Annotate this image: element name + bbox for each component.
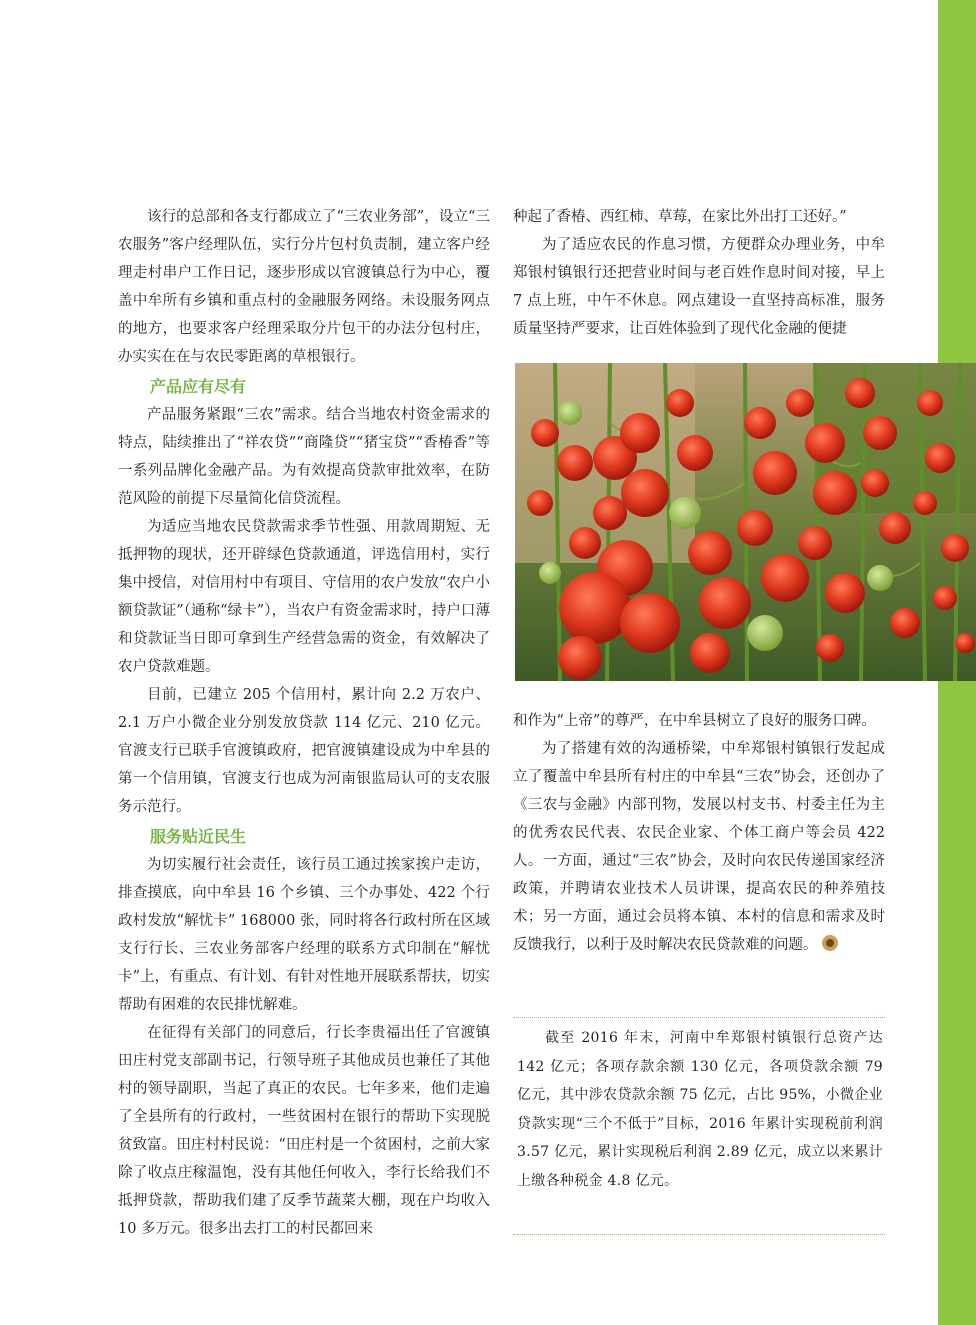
paragraph: 为适应当地农民贷款需求季节性强、用款周期短、无抵押物的现状，还开辟绿色贷款通道，评选信用村，实行集中授信，对信用村中有项目、守信用的农户发放“农户小额贷款证”（通称“绿卡”），当农户有资金需求时，持户口薄和贷款证当日即可拿到生产经营急需的资金，有效解决了农户贷款难题。	[118, 519, 490, 675]
left-column	[118, 203, 490, 1243]
tomato-photo	[515, 363, 976, 681]
paragraph-continuation: 和作为“上帝”的尊严，在中牟县树立了良好的服务口碑。	[513, 713, 876, 729]
paragraph: 该行的总部和各支行都成立了“三农业务部”，设立“三农服务”客户经理队伍，实行分片包村负责制，建立客户经理走村串户工作日记，逐步形成以官渡镇总行为中心，覆盖中牟所有乡镇和重点村的金融服务网络。未设服务网点的地方，也要求客户经理采取分片包干的办法分包村庄，办实实在在与农民零距离的草根银行。	[118, 209, 490, 365]
paragraph: 为切实履行社会责任，该行员工通过挨家挨户走访，排查摸底，向中牟县 16 个乡镇、三个办事处、422 个行政村发放“解忧卡” 168000 张，同时将各行政村所在区域支行行长、三农业务部客户经理的联系方式印制在“解忧卡”上，有重点、有计划、有针对性地开展联系帮扶，切实帮助有困难的农民排忧解难。	[118, 857, 490, 1013]
paragraph-text: 为了搭建有效的沟通桥梁，中牟郑银村镇银行发起成立了覆盖中牟县所有村庄的中牟县“三农”协会，还创办了《三农与金融》内部刊物，发展以村支书、村委主任为主的优秀农民代表、农民企业家、个体工商户等会员 422 人。一方面，通过“三农”协会，及时向农民传递国家经济政策，并聘请农业技术人员讲课，提高农民的种养殖技术；另一方面，通过会员将本镇、本村的信息和需求及时反馈我行，以利于及时解决农民贷款难的问题。	[513, 741, 885, 953]
paragraph: 目前，已建立 205 个信用村，累计向 2.2 万农户、2.1 万户小微企业分别发放贷款 114 亿元、210 亿元。官渡支行已联手官渡镇政府，把官渡镇建设成为中牟县的第一个信用镇，官渡支行也成为河南银监局认可的支农服务示范行。	[118, 687, 490, 815]
summary-text: 截至 2016 年末，河南中牟郑银村镇银行总资产达 142 亿元；各项存款余额 130 亿元，各项贷款余额 79 亿元，其中涉农贷款余额 75 亿元，占比 95%，小微企业贷款实现“三个不低于”目标，2016 年累计实现税前利润 3.57 亿元，累计实现税后利润 2.89 亿元，成立以来累计上缴各种税金 4.8 亿元。	[517, 1030, 883, 1189]
paragraph: 产品服务紧跟“三农”需求。结合当地农村资金需求的特点，陆续推出了“祥农贷”“商隆贷”“猪宝贷”“香椿香”等一系列品牌化金融产品。为有效提高贷款审批效率，在防范风险的前提下尽量简化信贷流程。	[118, 407, 490, 507]
right-column-top	[513, 203, 885, 343]
end-mark-icon	[822, 935, 838, 951]
right-column-bottom	[513, 707, 885, 959]
summary-box	[513, 1017, 885, 1235]
paragraph-continuation: 种起了香椿、西红柿、草莓，在家比外出打工还好。”	[513, 209, 847, 225]
paragraph	[513, 735, 885, 959]
paragraph: 为了适应农民的作息习惯，方便群众办理业务，中牟郑银村镇银行还把营业时间与老百姓作息时间对接，早上 7 点上班，中午不休息。网点建设一直坚持高标准，服务质量坚持严要求，让百姓体验到了现代化金融的便捷	[513, 237, 885, 337]
paragraph: 在征得有关部门的同意后，行长李贵福出任了官渡镇田庄村党支部副书记，行领导班子其他成员也兼任了其他村的领导副职，当起了真正的农民。七年多来，他们走遍了全县所有的行政村，一些贫困村在银行的帮助下实现脱贫致富。田庄村村民说：“田庄村是一个贫困村，之前大家除了收点庄稼温饱，没有其他任何收入，李行长给我们不抵押贷款，帮助我们建了反季节蔬菜大棚，现在户均收入 10 多万元。很多出去打工的村民都回来	[118, 1025, 490, 1237]
section-heading-products: 产品应有尽有	[150, 377, 247, 396]
section-heading-service: 服务贴近民生	[150, 827, 247, 846]
